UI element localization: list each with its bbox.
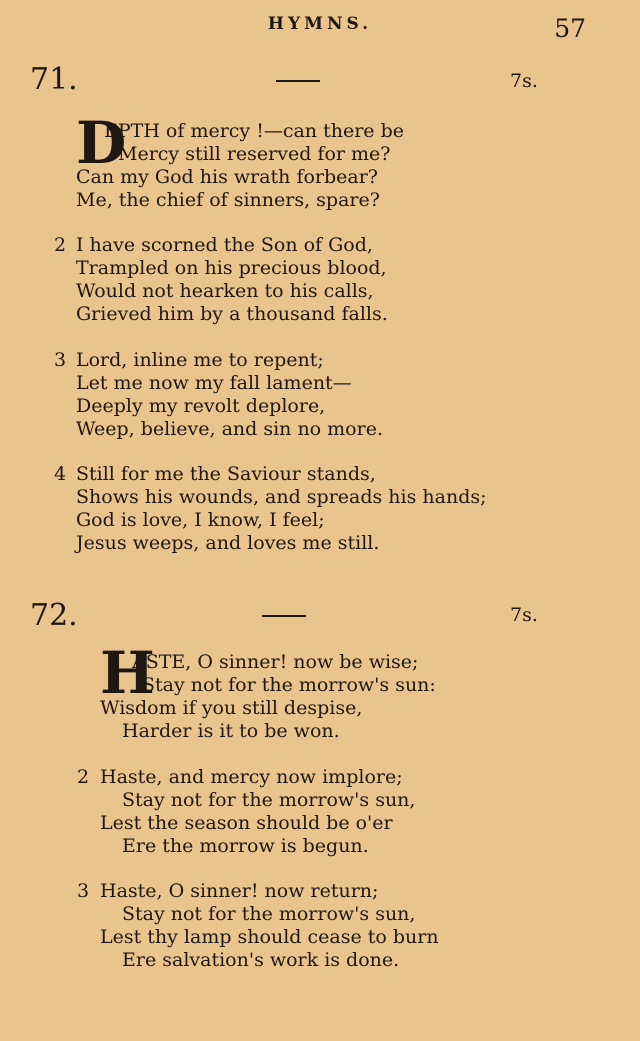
verse-line: Grieved him by a thousand falls. (76, 303, 388, 325)
verse-line: Haste, and mercy now implore; (100, 766, 403, 788)
title-rule (276, 80, 320, 82)
verse-line: Harder is it to be won. (122, 720, 340, 742)
hymn-meter: 7s. (510, 604, 538, 626)
stanza (76, 349, 383, 441)
stanza (76, 463, 487, 555)
running-title: HYMNS. (267, 14, 373, 34)
verse-line: ASTE, O sinner! now be wise; (132, 651, 419, 673)
verse-line: Can my God his wrath forbear? (76, 166, 378, 188)
verse-line: Me, the chief of sinners, spare? (76, 189, 380, 211)
drop-cap-initial: D (76, 109, 127, 177)
verse-line: Trampled on his precious blood, (76, 257, 387, 279)
verse-line: Stay not for the morrow's sun, (122, 789, 416, 811)
stanza (76, 109, 404, 212)
verse-line: Ere the morrow is begun. (122, 835, 369, 857)
hymn-number: 71. (30, 62, 78, 97)
verse-line: EPTH of mercy !—can there be (104, 120, 404, 142)
verse-line: Haste, O sinner! now return; (100, 880, 379, 902)
verse-line: Shows his wounds, and spreads his hands; (76, 486, 487, 508)
verse-line: Lord, inline me to repent; (76, 349, 324, 371)
stanza-number: 3 (54, 349, 67, 371)
verse-line: Lest thy lamp should cease to burn (100, 926, 439, 948)
hymn-meter: 7s. (510, 70, 538, 92)
verse-line: Jesus weeps, and loves me still. (76, 532, 380, 554)
verse-line: Still for me the Saviour stands, (76, 463, 376, 485)
verse-line: Mercy still reserved for me? (118, 143, 391, 165)
verse-line: Ere salvation's work is done. (122, 949, 400, 971)
stanza-number: 4 (54, 463, 67, 485)
verse-line: Lest the season should be o'er (100, 812, 393, 834)
page-number: 57 (554, 14, 586, 43)
drop-cap-initial: H (100, 639, 155, 707)
stanza (100, 766, 415, 858)
verse-line: God is love, I know, I feel; (76, 509, 325, 531)
verse-line: Wisdom if you still despise, (100, 697, 363, 719)
stanza-number: 2 (54, 234, 67, 256)
verse-line: Let me now my fall lament— (76, 372, 352, 394)
verse-line: I have scorned the Son of God, (76, 234, 373, 256)
verse-line: Stay not for the morrow's sun: (142, 674, 436, 696)
title-rule (262, 615, 306, 617)
verse-line: Deeply my revolt deplore, (76, 395, 326, 417)
stanza (76, 234, 388, 326)
stanza (100, 651, 436, 743)
hymn-number: 72. (30, 598, 78, 633)
verse-line: Would not hearken to his calls, (76, 280, 374, 302)
stanza-number: 2 (77, 766, 90, 788)
stanza (100, 880, 439, 972)
verse-line: Stay not for the morrow's sun, (122, 903, 416, 925)
stanza-number: 3 (77, 880, 90, 902)
verse-line: Weep, believe, and sin no more. (76, 418, 383, 440)
